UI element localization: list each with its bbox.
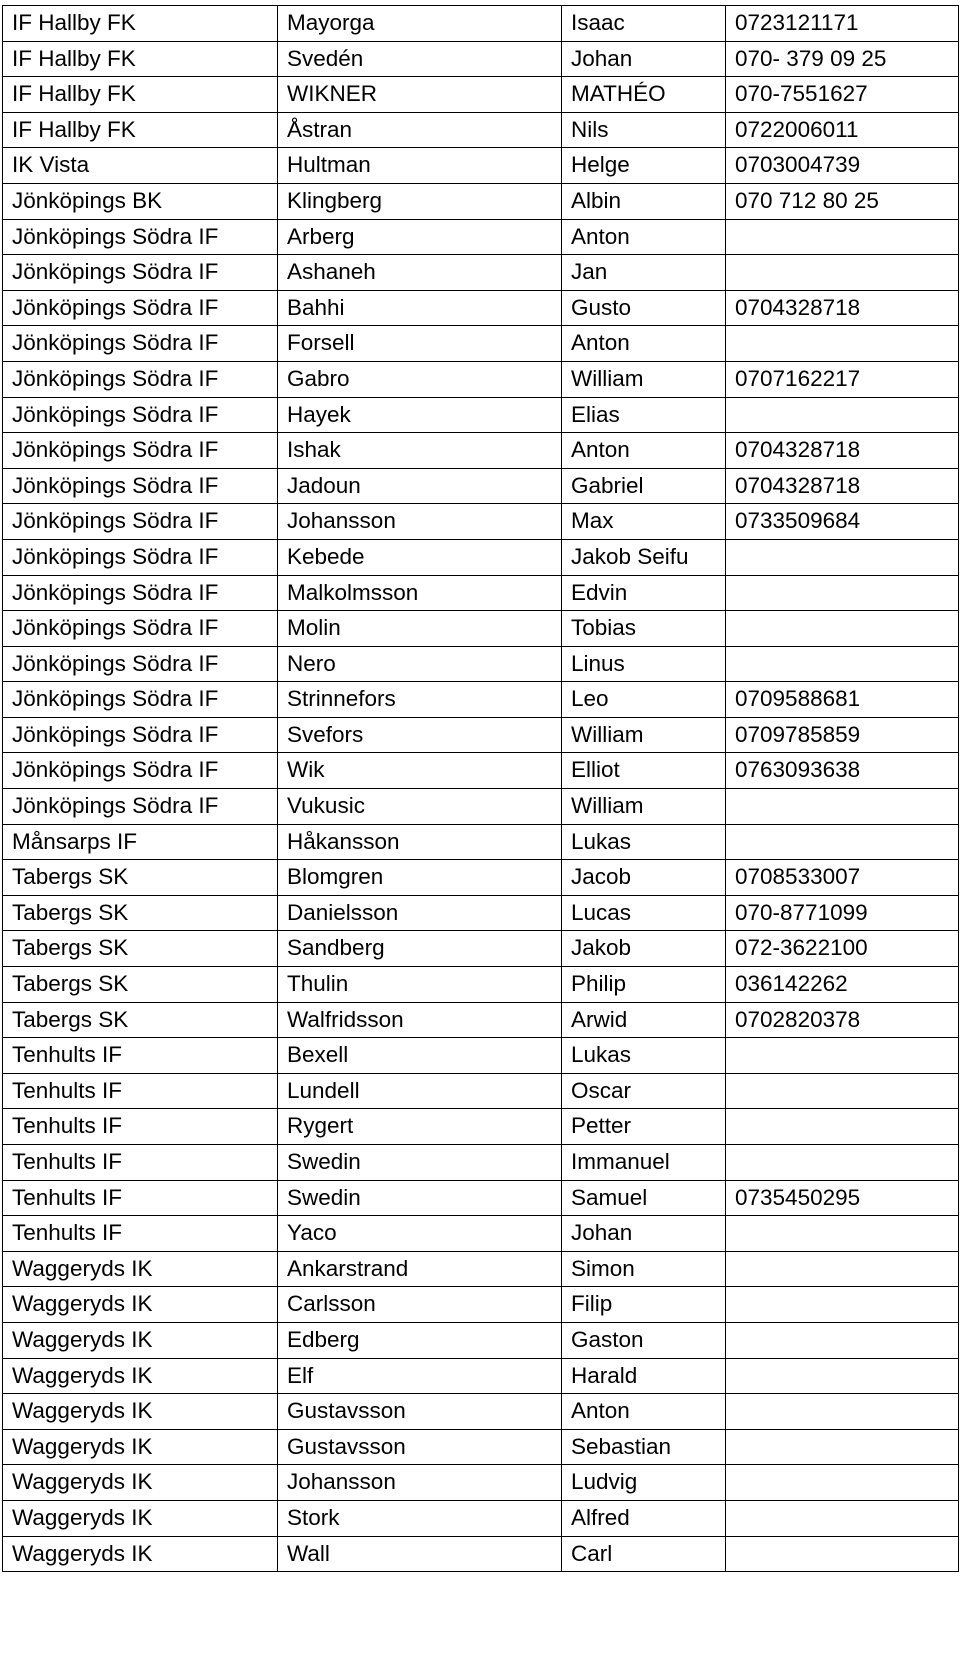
last-name-cell: WIKNER xyxy=(278,77,562,113)
last-name-cell: Gustavsson xyxy=(278,1394,562,1430)
first-name-cell: Simon xyxy=(562,1251,726,1287)
table-row xyxy=(3,1287,959,1323)
first-name-cell: Jacob xyxy=(562,860,726,896)
last-name-cell: Wall xyxy=(278,1536,562,1572)
first-name-cell: Lucas xyxy=(562,895,726,931)
phone-cell xyxy=(726,1358,959,1394)
table-row xyxy=(3,1002,959,1038)
table-row xyxy=(3,504,959,540)
first-name-cell: William xyxy=(562,361,726,397)
last-name-cell: Arberg xyxy=(278,219,562,255)
phone-cell xyxy=(726,646,959,682)
table-row xyxy=(3,1038,959,1074)
club-cell: Jönköpings Södra IF xyxy=(3,504,278,540)
table-row xyxy=(3,361,959,397)
club-cell: Tabergs SK xyxy=(3,967,278,1003)
club-cell: Tenhults IF xyxy=(3,1038,278,1074)
club-cell: Jönköpings Södra IF xyxy=(3,682,278,718)
phone-cell xyxy=(726,1394,959,1430)
phone-cell xyxy=(726,1038,959,1074)
club-cell: Jönköpings Södra IF xyxy=(3,290,278,326)
phone-cell: 0703004739 xyxy=(726,148,959,184)
table-row xyxy=(3,1145,959,1181)
table-row xyxy=(3,967,959,1003)
phone-cell xyxy=(726,326,959,362)
first-name-cell: Carl xyxy=(562,1536,726,1572)
phone-cell: 0733509684 xyxy=(726,504,959,540)
table-row xyxy=(3,753,959,789)
first-name-cell: Sebastian xyxy=(562,1429,726,1465)
club-cell: Waggeryds IK xyxy=(3,1429,278,1465)
club-cell: Waggeryds IK xyxy=(3,1287,278,1323)
first-name-cell: Lukas xyxy=(562,824,726,860)
last-name-cell: Svedén xyxy=(278,41,562,77)
club-cell: Jönköpings Södra IF xyxy=(3,219,278,255)
table-row xyxy=(3,895,959,931)
phone-cell: 0763093638 xyxy=(726,753,959,789)
first-name-cell: William xyxy=(562,717,726,753)
club-cell: IF Hallby FK xyxy=(3,41,278,77)
club-cell: Månsarps IF xyxy=(3,824,278,860)
club-cell: Waggeryds IK xyxy=(3,1500,278,1536)
club-cell: Tabergs SK xyxy=(3,895,278,931)
table-row xyxy=(3,290,959,326)
last-name-cell: Blomgren xyxy=(278,860,562,896)
club-cell: Waggeryds IK xyxy=(3,1536,278,1572)
table-row xyxy=(3,682,959,718)
table-row xyxy=(3,824,959,860)
last-name-cell: Rygert xyxy=(278,1109,562,1145)
last-name-cell: Mayorga xyxy=(278,6,562,42)
first-name-cell: Oscar xyxy=(562,1073,726,1109)
last-name-cell: Stork xyxy=(278,1500,562,1536)
last-name-cell: Swedin xyxy=(278,1180,562,1216)
last-name-cell: Edberg xyxy=(278,1322,562,1358)
phone-cell xyxy=(726,824,959,860)
phone-cell: 070- 379 09 25 xyxy=(726,41,959,77)
club-cell: Waggeryds IK xyxy=(3,1358,278,1394)
club-cell: Jönköpings Södra IF xyxy=(3,646,278,682)
club-cell: Tenhults IF xyxy=(3,1145,278,1181)
first-name-cell: Jakob xyxy=(562,931,726,967)
phone-cell xyxy=(726,789,959,825)
phone-cell: 0708533007 xyxy=(726,860,959,896)
last-name-cell: Malkolmsson xyxy=(278,575,562,611)
first-name-cell: Johan xyxy=(562,41,726,77)
phone-cell xyxy=(726,219,959,255)
phone-cell xyxy=(726,1500,959,1536)
phone-cell xyxy=(726,1536,959,1572)
table-body xyxy=(3,6,959,1572)
phone-cell: 0704328718 xyxy=(726,468,959,504)
first-name-cell: Immanuel xyxy=(562,1145,726,1181)
table-row xyxy=(3,1180,959,1216)
table-row xyxy=(3,575,959,611)
phone-cell xyxy=(726,539,959,575)
phone-cell: 0722006011 xyxy=(726,112,959,148)
last-name-cell: Sandberg xyxy=(278,931,562,967)
club-cell: IF Hallby FK xyxy=(3,77,278,113)
club-cell: IF Hallby FK xyxy=(3,6,278,42)
phone-cell: 0735450295 xyxy=(726,1180,959,1216)
phone-cell xyxy=(726,611,959,647)
club-cell: Jönköpings Södra IF xyxy=(3,468,278,504)
table-row xyxy=(3,1073,959,1109)
phone-cell xyxy=(726,397,959,433)
last-name-cell: Molin xyxy=(278,611,562,647)
last-name-cell: Forsell xyxy=(278,326,562,362)
club-cell: IF Hallby FK xyxy=(3,112,278,148)
phone-cell xyxy=(726,575,959,611)
last-name-cell: Håkansson xyxy=(278,824,562,860)
phone-cell: 0707162217 xyxy=(726,361,959,397)
last-name-cell: Johansson xyxy=(278,504,562,540)
club-cell: Jönköpings Södra IF xyxy=(3,789,278,825)
phone-cell: 0723121171 xyxy=(726,6,959,42)
phone-cell xyxy=(726,1073,959,1109)
table-row xyxy=(3,1251,959,1287)
first-name-cell: Anton xyxy=(562,433,726,469)
table-row xyxy=(3,77,959,113)
table-row xyxy=(3,1322,959,1358)
last-name-cell: Gustavsson xyxy=(278,1429,562,1465)
phone-cell xyxy=(726,1287,959,1323)
club-cell: Waggeryds IK xyxy=(3,1251,278,1287)
phone-cell: 0709588681 xyxy=(726,682,959,718)
club-cell: Jönköpings Södra IF xyxy=(3,575,278,611)
first-name-cell: Helge xyxy=(562,148,726,184)
last-name-cell: Ishak xyxy=(278,433,562,469)
phone-cell xyxy=(726,1322,959,1358)
club-cell: Waggeryds IK xyxy=(3,1394,278,1430)
first-name-cell: Gaston xyxy=(562,1322,726,1358)
table-row xyxy=(3,397,959,433)
phone-cell xyxy=(726,1465,959,1501)
club-cell: Tabergs SK xyxy=(3,860,278,896)
table-row xyxy=(3,433,959,469)
club-cell: Jönköpings Södra IF xyxy=(3,753,278,789)
first-name-cell: Harald xyxy=(562,1358,726,1394)
phone-cell: 070-7551627 xyxy=(726,77,959,113)
last-name-cell: Kebede xyxy=(278,539,562,575)
last-name-cell: Danielsson xyxy=(278,895,562,931)
table-row xyxy=(3,468,959,504)
last-name-cell: Åstran xyxy=(278,112,562,148)
first-name-cell: Filip xyxy=(562,1287,726,1323)
club-cell: Jönköpings Södra IF xyxy=(3,255,278,291)
table-row xyxy=(3,1394,959,1430)
first-name-cell: Alfred xyxy=(562,1500,726,1536)
first-name-cell: Anton xyxy=(562,326,726,362)
last-name-cell: Gabro xyxy=(278,361,562,397)
club-cell: Tenhults IF xyxy=(3,1073,278,1109)
last-name-cell: Walfridsson xyxy=(278,1002,562,1038)
club-cell: Jönköpings Södra IF xyxy=(3,397,278,433)
first-name-cell: Elliot xyxy=(562,753,726,789)
table-row xyxy=(3,1216,959,1252)
first-name-cell: Leo xyxy=(562,682,726,718)
first-name-cell: Max xyxy=(562,504,726,540)
first-name-cell: Petter xyxy=(562,1109,726,1145)
first-name-cell: Anton xyxy=(562,1394,726,1430)
player-contact-table xyxy=(2,5,959,1572)
club-cell: Jönköpings Södra IF xyxy=(3,326,278,362)
table-row xyxy=(3,1109,959,1145)
table-row xyxy=(3,789,959,825)
first-name-cell: Gabriel xyxy=(562,468,726,504)
last-name-cell: Thulin xyxy=(278,967,562,1003)
table-row xyxy=(3,611,959,647)
last-name-cell: Lundell xyxy=(278,1073,562,1109)
table-row xyxy=(3,6,959,42)
first-name-cell: Edvin xyxy=(562,575,726,611)
phone-cell: 0702820378 xyxy=(726,1002,959,1038)
first-name-cell: Linus xyxy=(562,646,726,682)
first-name-cell: Tobias xyxy=(562,611,726,647)
last-name-cell: Jadoun xyxy=(278,468,562,504)
last-name-cell: Carlsson xyxy=(278,1287,562,1323)
last-name-cell: Bahhi xyxy=(278,290,562,326)
first-name-cell: MATHÉO xyxy=(562,77,726,113)
phone-cell xyxy=(726,1429,959,1465)
club-cell: Jönköpings BK xyxy=(3,183,278,219)
table-row xyxy=(3,1500,959,1536)
club-cell: Tenhults IF xyxy=(3,1180,278,1216)
club-cell: IK Vista xyxy=(3,148,278,184)
first-name-cell: Samuel xyxy=(562,1180,726,1216)
table-row xyxy=(3,1536,959,1572)
club-cell: Jönköpings Södra IF xyxy=(3,361,278,397)
last-name-cell: Klingberg xyxy=(278,183,562,219)
first-name-cell: Philip xyxy=(562,967,726,1003)
last-name-cell: Johansson xyxy=(278,1465,562,1501)
club-cell: Jönköpings Södra IF xyxy=(3,539,278,575)
club-cell: Jönköpings Södra IF xyxy=(3,717,278,753)
last-name-cell: Bexell xyxy=(278,1038,562,1074)
phone-cell: 070 712 80 25 xyxy=(726,183,959,219)
phone-cell xyxy=(726,255,959,291)
last-name-cell: Strinnefors xyxy=(278,682,562,718)
first-name-cell: Elias xyxy=(562,397,726,433)
table-row xyxy=(3,539,959,575)
first-name-cell: Albin xyxy=(562,183,726,219)
table-row xyxy=(3,255,959,291)
club-cell: Tabergs SK xyxy=(3,931,278,967)
club-cell: Tenhults IF xyxy=(3,1216,278,1252)
first-name-cell: Lukas xyxy=(562,1038,726,1074)
first-name-cell: Anton xyxy=(562,219,726,255)
phone-cell: 0704328718 xyxy=(726,433,959,469)
table-row xyxy=(3,219,959,255)
table-row xyxy=(3,1358,959,1394)
last-name-cell: Hayek xyxy=(278,397,562,433)
table-row xyxy=(3,646,959,682)
phone-cell xyxy=(726,1216,959,1252)
last-name-cell: Wik xyxy=(278,753,562,789)
last-name-cell: Vukusic xyxy=(278,789,562,825)
club-cell: Jönköpings Södra IF xyxy=(3,433,278,469)
last-name-cell: Yaco xyxy=(278,1216,562,1252)
first-name-cell: Isaac xyxy=(562,6,726,42)
first-name-cell: Jakob Seifu xyxy=(562,539,726,575)
table-row xyxy=(3,1465,959,1501)
first-name-cell: Nils xyxy=(562,112,726,148)
last-name-cell: Svefors xyxy=(278,717,562,753)
first-name-cell: Gusto xyxy=(562,290,726,326)
club-cell: Jönköpings Södra IF xyxy=(3,611,278,647)
table-row xyxy=(3,326,959,362)
phone-cell: 072-3622100 xyxy=(726,931,959,967)
club-cell: Waggeryds IK xyxy=(3,1322,278,1358)
last-name-cell: Nero xyxy=(278,646,562,682)
first-name-cell: Arwid xyxy=(562,1002,726,1038)
phone-cell xyxy=(726,1251,959,1287)
club-cell: Tenhults IF xyxy=(3,1109,278,1145)
first-name-cell: Ludvig xyxy=(562,1465,726,1501)
table-row xyxy=(3,183,959,219)
first-name-cell: Johan xyxy=(562,1216,726,1252)
table-row xyxy=(3,1429,959,1465)
first-name-cell: Jan xyxy=(562,255,726,291)
last-name-cell: Ashaneh xyxy=(278,255,562,291)
table-row xyxy=(3,112,959,148)
club-cell: Tabergs SK xyxy=(3,1002,278,1038)
phone-cell xyxy=(726,1145,959,1181)
table-row xyxy=(3,41,959,77)
table-row xyxy=(3,931,959,967)
last-name-cell: Elf xyxy=(278,1358,562,1394)
phone-cell: 0704328718 xyxy=(726,290,959,326)
last-name-cell: Swedin xyxy=(278,1145,562,1181)
phone-cell: 036142262 xyxy=(726,967,959,1003)
phone-cell: 070-8771099 xyxy=(726,895,959,931)
last-name-cell: Ankarstrand xyxy=(278,1251,562,1287)
club-cell: Waggeryds IK xyxy=(3,1465,278,1501)
last-name-cell: Hultman xyxy=(278,148,562,184)
phone-cell xyxy=(726,1109,959,1145)
first-name-cell: William xyxy=(562,789,726,825)
table-row xyxy=(3,148,959,184)
table-row xyxy=(3,717,959,753)
table-row xyxy=(3,860,959,896)
phone-cell: 0709785859 xyxy=(726,717,959,753)
